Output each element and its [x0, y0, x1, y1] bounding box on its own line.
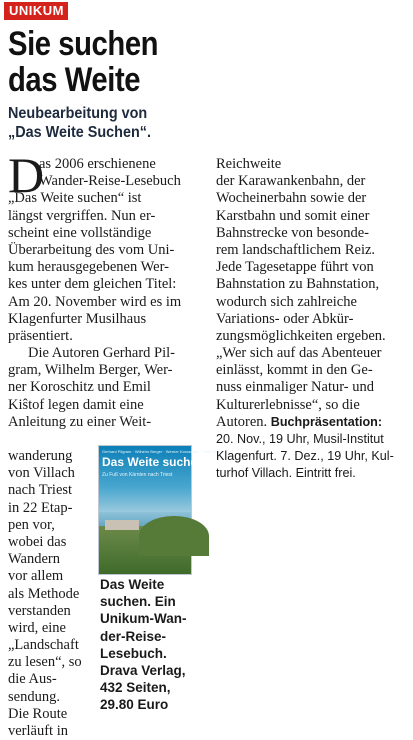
body-line: der Karawankenbahn, der — [216, 173, 366, 190]
body-line: nuss einmaliger Natur- und — [216, 379, 374, 396]
body-line: verläuft in — [8, 723, 68, 739]
body-line: Anleitung zu einer Weit- — [8, 413, 152, 430]
body-line: ner Koroschitz und Emil — [8, 379, 151, 396]
body-line: Am 20. November wird es im — [8, 293, 182, 310]
cover-subtitle: Zu Fuß von Kärnten nach Triest — [102, 472, 173, 478]
headline-line: Sie suchen — [8, 25, 159, 63]
body-line: wird, eine — [8, 619, 66, 636]
body-line: Wandern — [8, 551, 60, 568]
body-line: in 22 Etap- — [8, 499, 73, 516]
body-line: Bahnstrecke von besonde- — [216, 224, 370, 241]
body-line: Kiŝtof legen damit eine — [8, 396, 144, 413]
body-line: verstanden — [8, 602, 71, 619]
presentation-info-line: Klagenfurt. 7. Dez., 19 Uhr, Kul- — [216, 449, 394, 464]
body-column-2 — [216, 156, 408, 483]
subheadline — [8, 104, 368, 142]
body-line: Jede Tagesetappe führt von — [216, 259, 374, 276]
body-line: „Landschaft — [8, 637, 79, 654]
caption-line: Lesebuch. — [100, 645, 167, 661]
book-caption — [100, 576, 210, 714]
body-column-1 — [8, 156, 213, 431]
body-line: Die Route — [8, 705, 68, 722]
section-kicker: UNIKUM — [9, 3, 64, 18]
body-line: Reichweite — [216, 156, 282, 172]
body-line-with-label — [216, 414, 408, 431]
body-line: als Methode — [8, 585, 80, 602]
subheadline-line: Neubearbeitung von — [8, 105, 148, 122]
cover-authors: Gerhard Pilgram · Wilhelm Berger · Werner Koroschitz · Emil Kiŝtof — [102, 449, 222, 454]
body-line: pen vor, — [8, 516, 55, 533]
body-line: kes unter dem gleichen Titel: — [8, 276, 177, 293]
caption-line: 29.80 Euro — [100, 697, 169, 713]
caption-line: der-Reise- — [100, 628, 167, 644]
headline-line: das Weite — [8, 61, 141, 99]
headline — [8, 26, 352, 98]
drop-cap: D — [8, 147, 45, 203]
body-line: wodurch sich zahlreiche — [216, 293, 357, 310]
body-line: Karstbahn und somit einer — [216, 207, 370, 224]
caption-line: Unikum-Wan- — [100, 611, 187, 627]
body-line: Überarbeitung des vom Uni- — [8, 241, 175, 258]
body-line: Klagenfurter Musilhaus — [8, 310, 147, 327]
body-line: wanderung — [8, 448, 73, 464]
body-line: längst vergriffen. Nun er- — [8, 207, 156, 224]
body-line: as 2006 erschienene — [39, 156, 156, 172]
body-column-1-narrow — [8, 448, 98, 740]
body-line: von Villach — [8, 465, 75, 482]
cover-title: Das Weite suchen — [102, 455, 205, 469]
body-text: Autoren. — [216, 413, 268, 430]
body-line: zungsmöglichkeiten ergeben. — [216, 327, 386, 344]
caption-line: suchen. Ein — [100, 594, 176, 610]
caption-line: Das Weite — [100, 577, 165, 592]
body-line: zu lesen“, so — [8, 654, 82, 671]
body-line: wobei das — [8, 533, 67, 550]
body-line: Variations- oder Abkür- — [216, 310, 354, 327]
cover-town — [105, 520, 139, 530]
body-line: Kulturerlebnisse“, so die — [216, 396, 360, 413]
caption-line: 432 Seiten, — [100, 680, 171, 696]
book-cover-image — [98, 445, 222, 575]
body-line: kum herausgegebenen Wer- — [8, 259, 169, 276]
body-line: vor allem — [8, 568, 64, 585]
body-line: die Aus- — [8, 671, 57, 688]
body-line: einlässt, kommt in den Ge- — [216, 362, 373, 379]
presentation-label: Buchpräsentation: — [270, 414, 383, 429]
body-line: gram, Wilhelm Berger, Wer- — [8, 362, 173, 379]
caption-line: Drava Verlag, — [100, 663, 186, 679]
body-line: Bahnstation zu Bahnstation, — [216, 276, 380, 293]
presentation-info-line: 20. Nov., 19 Uhr, Musil-Institut — [216, 432, 384, 446]
body-line: sendung. — [8, 688, 60, 705]
body-line: präsentiert. — [8, 327, 73, 344]
body-line: „Wer sich auf das Abenteuer — [216, 345, 382, 362]
presentation-info-line: turhof Villach. Eintritt frei. — [216, 466, 356, 481]
body-line: nach Triest — [8, 482, 73, 499]
cover-hill — [139, 516, 209, 556]
body-line: Die Autoren Gerhard Pil- — [28, 345, 175, 362]
body-line: rem landschaftlichem Reiz. — [216, 241, 376, 258]
body-line: scheint eine vollständige — [8, 224, 152, 241]
body-line: „Das Weite suchen“ ist — [8, 190, 142, 207]
subheadline-line: „Das Weite Suchen“. — [8, 124, 151, 141]
body-line: Wander-Reise-Lesebuch — [39, 173, 181, 190]
body-line: Wocheinerbahn sowie der — [216, 190, 367, 207]
